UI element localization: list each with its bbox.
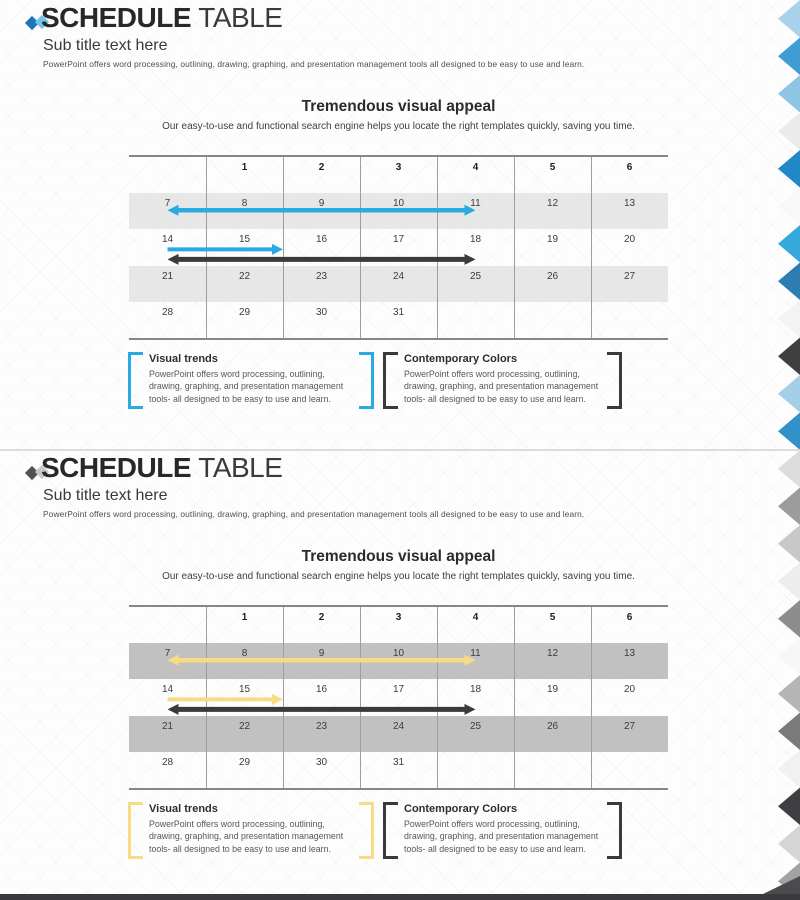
callout-body: PowerPoint offers word processing, outlining, drawing, graphing, and presentation management tools- all designed to be easy to use and learn. <box>149 369 344 404</box>
bracket-right-icon <box>607 802 622 859</box>
section-title: Tremendous visual appeal <box>301 548 496 565</box>
bracket-right-icon <box>607 352 622 409</box>
callout-title: Contemporary Colors <box>404 803 518 815</box>
section-title: Tremendous visual appeal <box>301 98 496 115</box>
calendar-cell: 7 <box>164 648 171 660</box>
bracket-right-icon <box>359 352 374 409</box>
page-description: PowerPoint offers word processing, outlining, drawing, graphing, and presentation management tools all designed to be easy to use and learn. <box>43 59 585 69</box>
callout-visual-trends <box>128 352 374 409</box>
calendar-cell: 1 <box>241 162 248 173</box>
calendar-cell: 16 <box>315 234 328 246</box>
page-subtitle: Sub title text here <box>43 37 168 54</box>
calendar-cell: 12 <box>546 648 559 660</box>
bottom-accent-bar <box>0 894 800 900</box>
callout-contemporary-colors <box>383 802 622 859</box>
section-subtitle: Our easy-to-use and functional search engine helps you locate the right templates quickly, saving you time. <box>162 121 635 132</box>
calendar-cell: 5 <box>549 612 556 623</box>
bracket-left-icon <box>383 802 398 859</box>
page-title-light: TABLE <box>198 452 283 483</box>
calendar-cell: 26 <box>546 720 559 732</box>
calendar-cell: 21 <box>161 720 174 732</box>
calendar-cell: 4 <box>472 162 479 173</box>
slide-gray-variant <box>0 450 800 900</box>
calendar-cell: 15 <box>238 234 251 246</box>
calendar-cell: 24 <box>392 270 405 282</box>
calendar-cell: 18 <box>469 234 482 246</box>
calendar-cell: 17 <box>392 684 405 696</box>
calendar-cell: 17 <box>392 234 405 246</box>
page-title <box>41 3 282 34</box>
calendar-cell: 4 <box>472 612 479 623</box>
calendar-cell: 3 <box>395 162 402 173</box>
calendar-cell: 8 <box>241 198 248 210</box>
calendar-cell: 16 <box>315 684 328 696</box>
calendar-cell: 27 <box>623 720 636 732</box>
calendar-cell: 18 <box>469 684 482 696</box>
bracket-left-icon <box>383 352 398 409</box>
calendar-cell: 19 <box>546 234 559 246</box>
calendar-cell: 22 <box>238 720 251 732</box>
bracket-left-icon <box>128 802 143 859</box>
calendar-cell: 10 <box>392 198 405 210</box>
callout-title: Visual trends <box>149 353 218 365</box>
calendar-table <box>129 155 668 340</box>
calendar-cell: 15 <box>238 684 251 696</box>
page-subtitle: Sub title text here <box>43 487 168 504</box>
callout-title: Visual trends <box>149 803 218 815</box>
triangle-strip-pattern <box>778 0 800 450</box>
page-title-bold: SCHEDULE <box>41 452 192 483</box>
page-title-light: TABLE <box>198 2 283 33</box>
calendar-table <box>129 605 668 790</box>
calendar-cell: 29 <box>238 306 251 318</box>
calendar-cell: 20 <box>623 684 636 696</box>
callout-body: PowerPoint offers word processing, outlining, drawing, graphing, and presentation management tools- all designed to be easy to use and learn. <box>404 819 599 854</box>
calendar-cell: 23 <box>315 270 328 282</box>
calendar-cell: 25 <box>469 270 482 282</box>
calendar-cell: 2 <box>318 162 325 173</box>
decorative-triangle-strip <box>778 0 800 450</box>
calendar-cell: 19 <box>546 684 559 696</box>
page-title-bold: SCHEDULE <box>41 2 192 33</box>
calendar-cell: 10 <box>392 648 405 660</box>
corner-triangle-decoration <box>763 876 800 894</box>
calendar-cell: 12 <box>546 198 559 210</box>
page-title <box>41 453 282 484</box>
bracket-left-icon <box>128 352 143 409</box>
calendar-cell: 31 <box>392 756 405 768</box>
slide-separator <box>0 449 800 451</box>
calendar-cell: 23 <box>315 720 328 732</box>
calendar-cell: 5 <box>549 162 556 173</box>
callout-contemporary-colors <box>383 352 622 409</box>
calendar-cell: 29 <box>238 756 251 768</box>
section-subtitle: Our easy-to-use and functional search engine helps you locate the right templates quickly, saving you time. <box>162 571 635 582</box>
calendar-cell: 14 <box>161 234 174 246</box>
callout-title: Contemporary Colors <box>404 353 518 365</box>
calendar-cell: 25 <box>469 720 482 732</box>
calendar-cell: 6 <box>626 162 633 173</box>
calendar-cell: 6 <box>626 612 633 623</box>
calendar-cell: 21 <box>161 270 174 282</box>
calendar-cell: 9 <box>318 198 325 210</box>
calendar-cell: 13 <box>623 648 636 660</box>
calendar-cell: 30 <box>315 756 328 768</box>
calendar-cell: 28 <box>161 756 174 768</box>
calendar-cell: 30 <box>315 306 328 318</box>
calendar-cell: 31 <box>392 306 405 318</box>
calendar-cell: 20 <box>623 234 636 246</box>
calendar-cell: 28 <box>161 306 174 318</box>
calendar-cell: 26 <box>546 270 559 282</box>
calendar-cell: 11 <box>470 648 481 660</box>
calendar-cell: 1 <box>241 612 248 623</box>
calendar-cell: 27 <box>623 270 636 282</box>
bracket-right-icon <box>359 802 374 859</box>
triangle-strip-pattern <box>778 450 800 900</box>
calendar-arrows <box>129 607 668 788</box>
calendar-cell: 22 <box>238 270 251 282</box>
calendar-cell: 2 <box>318 612 325 623</box>
calendar-cell: 8 <box>241 648 248 660</box>
calendar-cell: 11 <box>470 198 481 210</box>
callout-body: PowerPoint offers word processing, outlining, drawing, graphing, and presentation management tools- all designed to be easy to use and learn. <box>404 369 599 404</box>
calendar-arrows <box>129 157 668 338</box>
calendar-cell: 7 <box>164 198 171 210</box>
callout-visual-trends <box>128 802 374 859</box>
calendar-cell: 13 <box>623 198 636 210</box>
decorative-triangle-strip <box>778 450 800 900</box>
calendar-cell: 3 <box>395 612 402 623</box>
callout-body: PowerPoint offers word processing, outlining, drawing, graphing, and presentation management tools- all designed to be easy to use and learn. <box>149 819 344 854</box>
page-description: PowerPoint offers word processing, outlining, drawing, graphing, and presentation management tools all designed to be easy to use and learn. <box>43 509 585 519</box>
calendar-cell: 14 <box>161 684 174 696</box>
calendar-cell: 9 <box>318 648 325 660</box>
calendar-cell: 24 <box>392 720 405 732</box>
